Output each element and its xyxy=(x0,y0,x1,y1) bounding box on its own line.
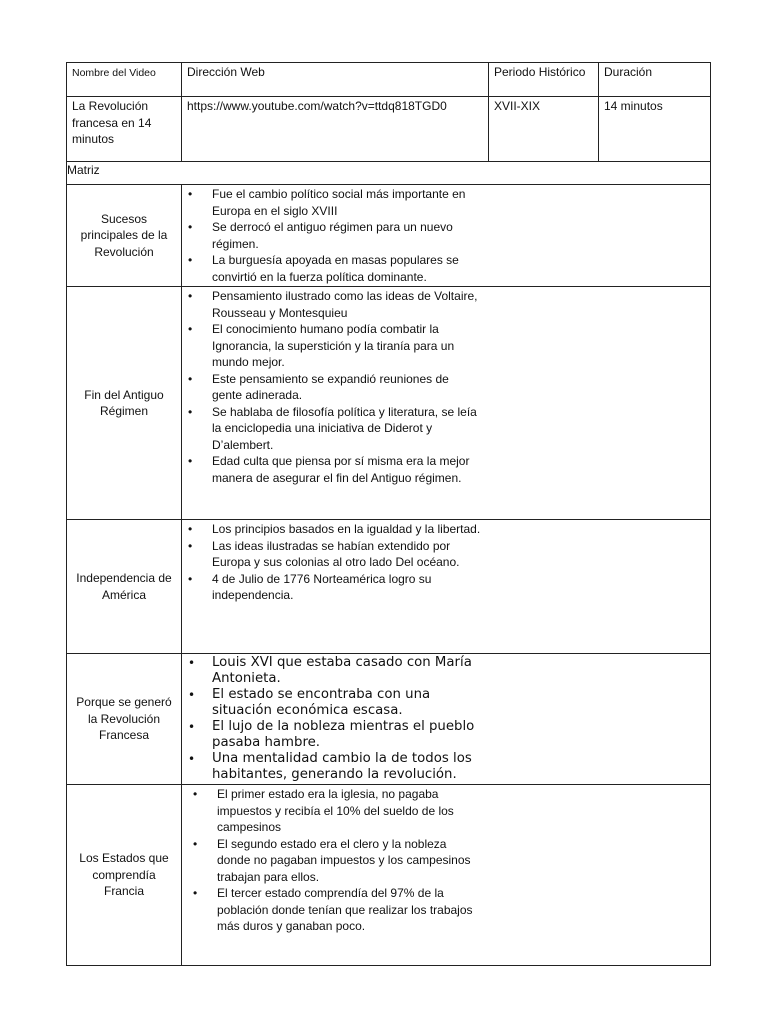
header-period-cell xyxy=(489,63,599,97)
bullet-list xyxy=(182,786,482,935)
video-row xyxy=(67,97,711,162)
list-item: • El segundo estado era el clero y la nobleza donde no pagaban impuestos y los campesinos trabajan para ellos. xyxy=(217,836,482,886)
list-item: • Pensamiento ilustrado como las ideas de Voltaire, Rousseau y Montesquieu xyxy=(212,288,482,321)
section-row xyxy=(67,287,711,520)
section-label: Fin del Antiguo Régimen xyxy=(67,287,182,520)
list-item: • 4 de Julio de 1776 Norteamérica logro su independencia. xyxy=(212,571,482,604)
section-content xyxy=(182,287,711,520)
list-item: • La burguesía apoyada en masas populares se convirtió en la fuerza política dominante. xyxy=(212,252,482,285)
video-period-cell xyxy=(489,97,599,162)
video-matrix-table xyxy=(66,62,711,966)
list-item: • El lujo de la nobleza mientras el pueblo pasaba hambre. xyxy=(212,719,482,751)
header-period: Periodo Histórico xyxy=(494,65,586,79)
section-row xyxy=(67,185,711,287)
list-item: • Fue el cambio político social más importante en Europa en el siglo XVIII xyxy=(212,186,482,219)
header-video-name: Nombre del Video xyxy=(72,67,156,79)
list-item: • El conocimiento humano podía combatir la Ignorancia, la superstición y la tiranía para un mundo mejor. xyxy=(212,321,482,371)
list-item: • El primer estado era la iglesia, no pagaba impuestos y recibía el 10% del sueldo de los campesinos xyxy=(217,786,482,836)
section-row xyxy=(67,654,711,785)
section-label: Sucesos principales de la Revolución xyxy=(67,185,182,287)
bullet-list xyxy=(182,521,482,604)
header-url: Dirección Web xyxy=(187,65,265,79)
video-duration-cell xyxy=(599,97,711,162)
video-name-cell xyxy=(67,97,182,162)
list-item: • Una mentalidad cambio la de todos los habitantes, generando la revolución. xyxy=(212,751,482,783)
list-item: • Este pensamiento se expandió reuniones de gente adinerada. xyxy=(212,371,482,404)
header-url-cell xyxy=(182,63,489,97)
section-label: Independencia de América xyxy=(67,520,182,654)
video-url-cell xyxy=(182,97,489,162)
section-label: Los Estados que comprendía Francia xyxy=(67,785,182,966)
list-item: • Los principios basados en la igualdad y la libertad. xyxy=(212,521,482,538)
video-name: La Revolución francesa en 14 minutos xyxy=(72,99,152,146)
list-item: • El estado se encontraba con una situación económica escasa. xyxy=(212,687,482,719)
section-row xyxy=(67,520,711,654)
section-row xyxy=(67,785,711,966)
bullet-list xyxy=(182,655,482,783)
list-item: • Edad culta que piensa por sí misma era la mejor manera de asegurar el fin del Antiguo régimen. xyxy=(212,453,482,486)
header-duration-cell xyxy=(599,63,711,97)
section-content xyxy=(182,185,711,287)
video-url: https://www.youtube.com/watch?v=ttdq818TGD0 xyxy=(187,99,447,113)
section-content xyxy=(182,520,711,654)
matriz-label: Matriz xyxy=(67,162,711,185)
video-period: XVII-XIX xyxy=(494,99,541,113)
header-duration: Duración xyxy=(604,65,653,79)
section-content xyxy=(182,785,711,966)
bullet-list xyxy=(182,186,482,285)
bullet-list xyxy=(182,288,482,486)
list-item: • Louis XVI que estaba casado con María Antonieta. xyxy=(212,655,482,687)
matriz-row xyxy=(67,162,711,185)
header-row xyxy=(67,63,711,97)
list-item: • Se derrocó el antiguo régimen para un nuevo régimen. xyxy=(212,219,482,252)
video-duration: 14 minutos xyxy=(604,99,663,113)
header-video-name-cell xyxy=(67,63,182,97)
list-item: • Se hablaba de filosofía política y literatura, se leía la enciclopedia una iniciativa de Diderot y D’alembert. xyxy=(212,404,482,454)
list-item: • Las ideas ilustradas se habían extendido por Europa y sus colonias al otro lado Del océano. xyxy=(212,538,482,571)
section-content xyxy=(182,654,711,785)
list-item: • El tercer estado comprendía del 97% de la población donde tenían que realizar los trabajos más duros y ganaban poco. xyxy=(217,885,482,935)
section-label: Porque se generó la Revolución Francesa xyxy=(67,654,182,785)
